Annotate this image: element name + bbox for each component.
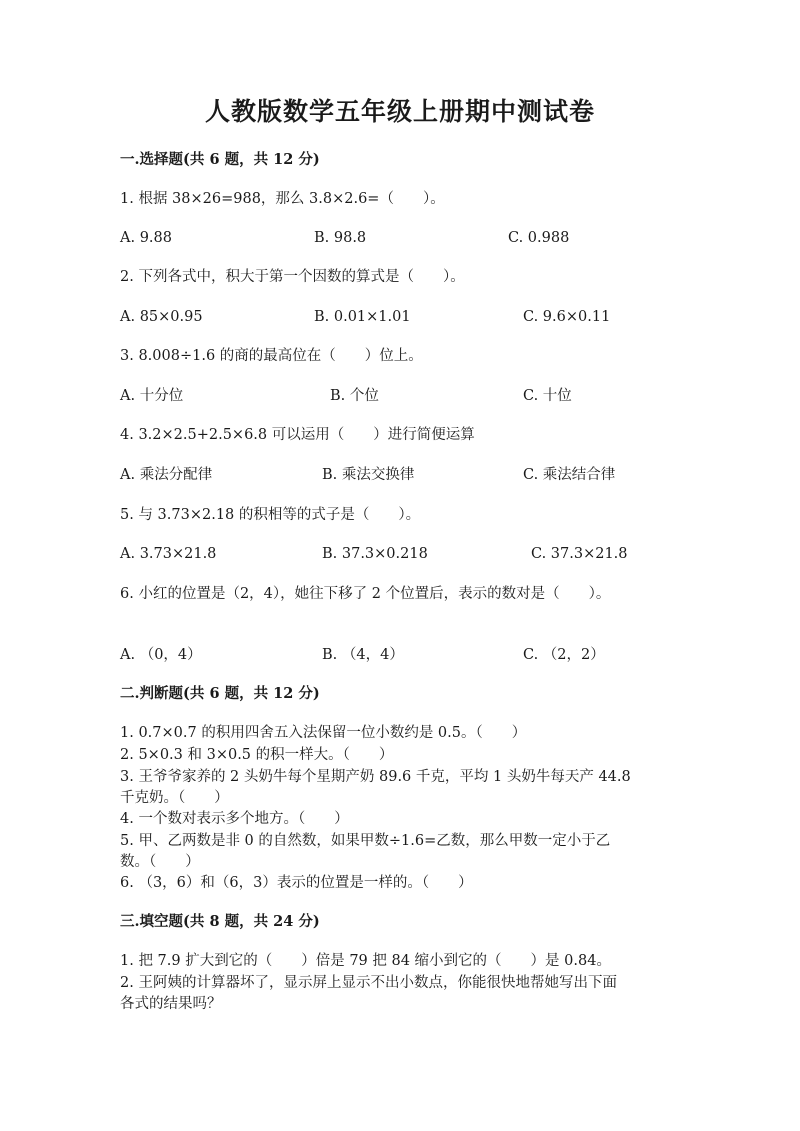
option-b: B. 98.8 <box>314 230 367 246</box>
option-b: B. 37.3×0.218 <box>322 546 428 562</box>
section-heading-judgment: 二.判断题(共 6 题，共 12 分) <box>120 685 320 702</box>
option-a: A. 十分位 <box>120 388 184 404</box>
option-c: C. 9.6×0.11 <box>523 309 611 325</box>
question-text: 1. 根据 38×26=988，那么 3.8×2.6=（ ）。 <box>120 191 445 207</box>
option-c: C. 十位 <box>523 388 572 404</box>
option-c: C. （2，2） <box>523 647 605 663</box>
statement-line: 5. 甲、乙两数是非 0 的自然数，如果甲数÷1.6=乙数，那么甲数一定小于乙 <box>120 833 611 849</box>
fill-in-line: 2. 王阿姨的计算器坏了，显示屏上显示不出小数点，你能很快地帮她写出下面 <box>120 975 617 991</box>
option-b: B. 0.01×1.01 <box>314 309 411 325</box>
statement-line: 3. 王爷爷家养的 2 头奶牛每个星期产奶 89.6 千克，平均 1 头奶牛每天产 44.8 <box>120 769 631 785</box>
option-b: B. 乘法交换律 <box>322 467 415 483</box>
statement-line: 4. 一个数对表示多个地方。（ ） <box>120 811 349 827</box>
fill-in-line: 1. 把 7.9 扩大到它的（ ）倍是 79 把 84 缩小到它的（ ）是 0.84。 <box>120 953 611 969</box>
option-c: C. 0.988 <box>508 230 570 246</box>
option-a: A. （0，4） <box>120 647 202 663</box>
option-a: A. 3.73×21.8 <box>120 546 217 562</box>
option-c: C. 37.3×21.8 <box>531 546 628 562</box>
section-heading-choice: 一.选择题(共 6 题，共 12 分) <box>120 151 320 168</box>
option-a: A. 乘法分配律 <box>120 467 213 483</box>
fill-in-line: 各式的结果吗？ <box>120 996 222 1012</box>
question-text: 3. 8.008÷1.6 的商的最高位在（ ）位上。 <box>120 348 423 364</box>
option-a: A. 9.88 <box>120 230 172 246</box>
question-text: 4. 3.2×2.5+2.5×6.8 可以运用（ ）进行简便运算 <box>120 427 475 443</box>
statement-line: 2. 5×0.3 和 3×0.5 的积一样大。（ ） <box>120 747 394 763</box>
page-title: 人教版数学五年级上册期中测试卷 <box>204 97 595 126</box>
option-b: B. 个位 <box>330 388 379 404</box>
option-c: C. 乘法结合律 <box>523 467 616 483</box>
statement-line: 1. 0.7×0.7 的积用四舍五入法保留一位小数约是 0.5。（ ） <box>120 725 527 741</box>
section-heading-fill-in: 三.填空题(共 8 题，共 24 分) <box>120 913 320 930</box>
question-text: 2. 下列各式中，积大于第一个因数的算式是（ ）。 <box>120 269 465 285</box>
statement-line: 6. （3，6）和（6，3）表示的位置是一样的。（ ） <box>120 875 473 891</box>
question-text: 5. 与 3.73×2.18 的积相等的式子是（ ）。 <box>120 507 421 523</box>
statement-line: 数。（ ） <box>120 854 200 870</box>
option-b: B. （4，4） <box>322 647 404 663</box>
statement-line: 千克奶。（ ） <box>120 790 229 806</box>
question-text: 6. 小红的位置是（2，4），她往下移了 2 个位置后，表示的数对是（ ）。 <box>120 586 611 602</box>
option-a: A. 85×0.95 <box>120 309 203 325</box>
